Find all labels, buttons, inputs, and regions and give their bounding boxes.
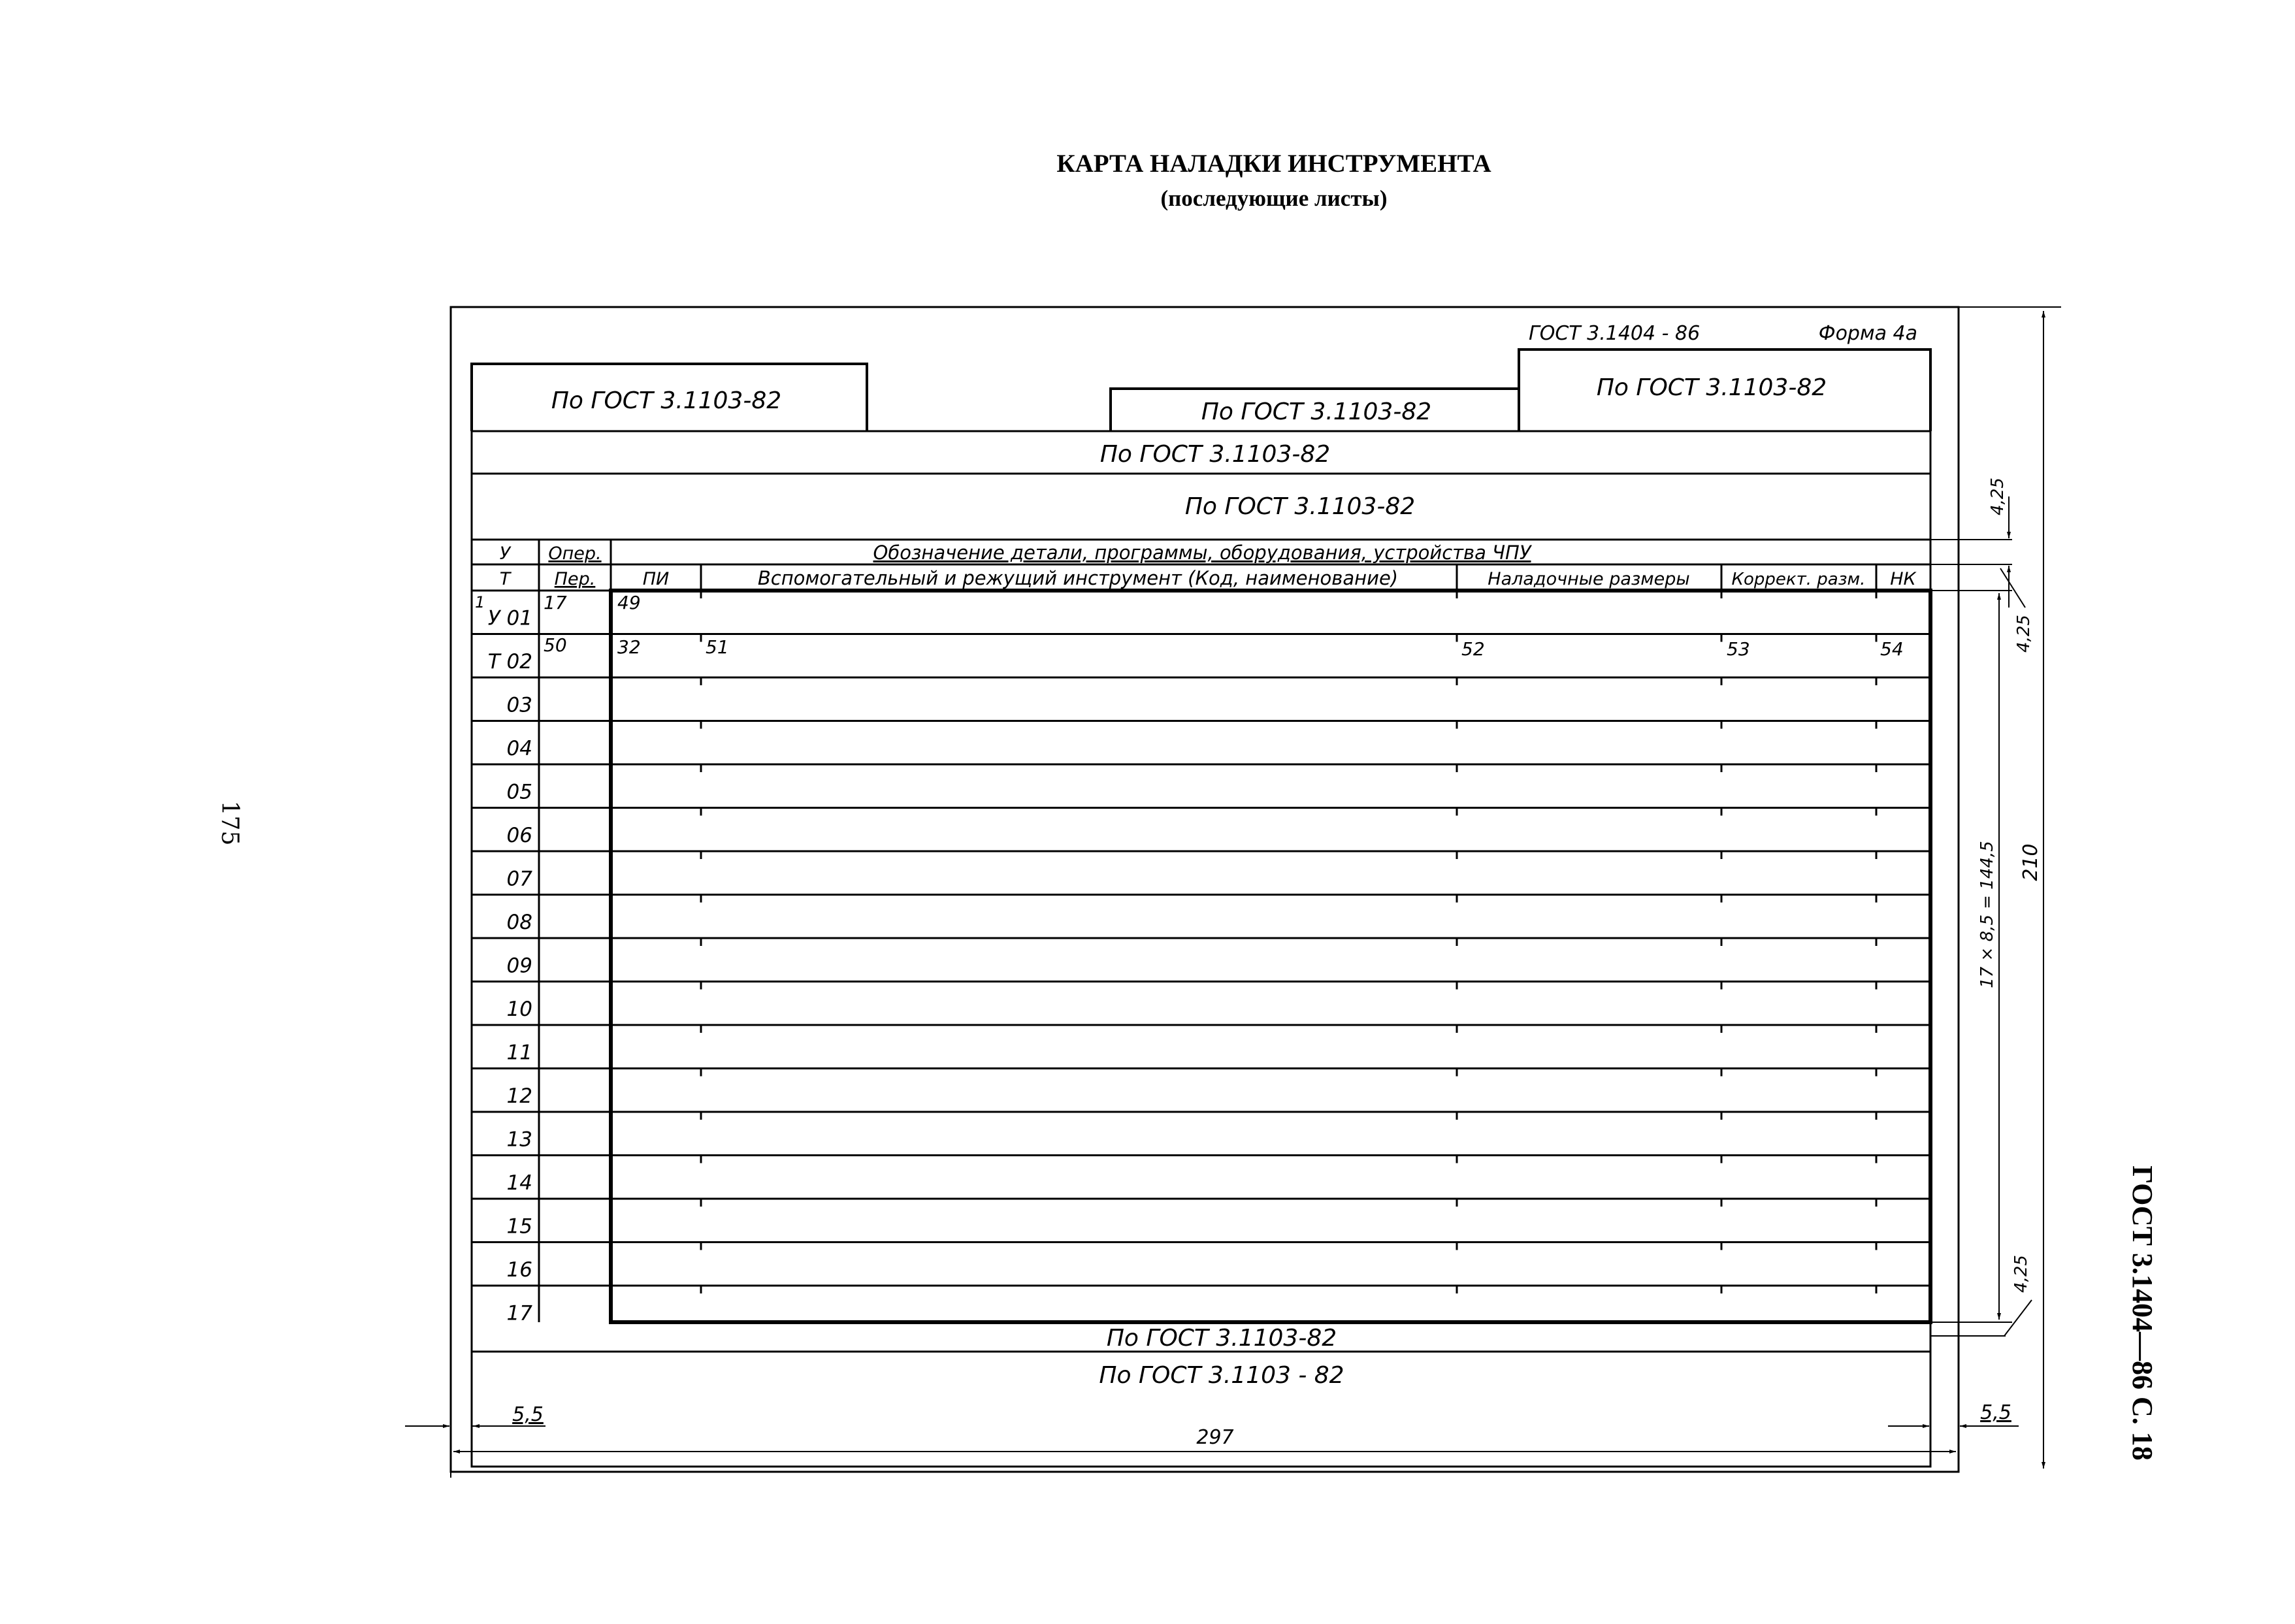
document-title: КАРТА НАЛАДКИ ИНСТРУМЕНТА [1056, 150, 1491, 178]
header-tool: Вспомогательный и режущий инструмент (Код, наименование) [757, 567, 1399, 589]
row-label: 09 [506, 954, 532, 978]
ref-row-2: По ГОСТ 3.1103-82 [1184, 493, 1416, 520]
side-stamp: ГОСТ 3.1404—86 С. 18 [2126, 1165, 2158, 1461]
document-subtitle: (последующие листы) [1160, 186, 1388, 211]
ref-footer-1: По ГОСТ 3.1103-82 [1106, 1325, 1337, 1352]
ref-block-left: По ГОСТ 3.1103-82 [551, 387, 782, 414]
field-number-50: 50 [544, 634, 567, 656]
row-label: У 01 [487, 606, 532, 630]
row-label: 17 [506, 1301, 532, 1325]
header-col-per: Пер. [554, 569, 596, 589]
field-number-49: 49 [617, 592, 641, 613]
table-rows [472, 591, 1930, 1325]
row-label: 15 [506, 1214, 532, 1239]
header-col-u: У [499, 544, 511, 564]
header-setup-dims: Наладочные размеры [1488, 569, 1690, 589]
row-label: 12 [506, 1084, 532, 1108]
page-number: 175 [216, 800, 243, 846]
form-standard: ГОСТ 3.1404 - 86 [1529, 322, 1701, 345]
dim-rows-total: 17 × 8,5 = 144,5 [1978, 841, 1997, 988]
ref-row-1: По ГОСТ 3.1103-82 [1099, 441, 1331, 468]
row-label: 04 [506, 737, 532, 760]
row-label: 08 [506, 911, 532, 934]
field-number-54: 54 [1880, 638, 1904, 660]
dim-bottom-band: 4,25 [2011, 1255, 2031, 1293]
row-label: 16 [506, 1258, 532, 1282]
dim-right-margin: 5,5 [1980, 1401, 2011, 1424]
dim-row-height-right: 4,25 [2014, 615, 2034, 653]
header-designation: Обозначение детали, программы, оборудования, устройства ЧПУ [873, 542, 1531, 564]
dim-left-margin: 5,5 [512, 1403, 544, 1426]
field-number-51: 51 [706, 636, 729, 658]
row-label: 05 [506, 780, 532, 804]
row-label: 07 [506, 867, 532, 891]
row-label: 11 [506, 1041, 532, 1065]
dim-overall-width: 297 [1196, 1426, 1234, 1449]
header-col-oper: Опер. [548, 544, 602, 564]
header-nk: НК [1890, 569, 1916, 589]
row-label: 13 [506, 1128, 532, 1152]
ref-block-right: По ГОСТ 3.1103-82 [1596, 374, 1827, 401]
dim-overall-height: 210 [2019, 843, 2042, 881]
row-label: 03 [506, 693, 532, 717]
field-number-53: 53 [1727, 638, 1750, 660]
field-number-52: 52 [1461, 638, 1485, 660]
row-label: 10 [506, 998, 532, 1021]
header-col-t: Т [499, 569, 511, 589]
ref-footer-2: По ГОСТ 3.1103 - 82 [1099, 1362, 1344, 1389]
dim-top-band: 4,25 [1988, 478, 2008, 515]
header-correction: Коррект. разм. [1731, 570, 1866, 589]
sheet-outer-frame [451, 307, 1959, 1472]
row-label: Т 02 [487, 650, 532, 674]
field-number-17: 17 [544, 592, 567, 613]
header-pi: ПИ [642, 569, 670, 589]
form-label: Форма 4а [1818, 322, 1917, 345]
data-area-frame [611, 591, 1930, 1322]
ref-block-middle: По ГОСТ 3.1103-82 [1201, 398, 1432, 425]
row1-corner-marker: 1 [475, 593, 485, 611]
row-label: 14 [506, 1171, 532, 1195]
field-number-32: 32 [617, 636, 641, 658]
row-label: 06 [506, 824, 532, 847]
